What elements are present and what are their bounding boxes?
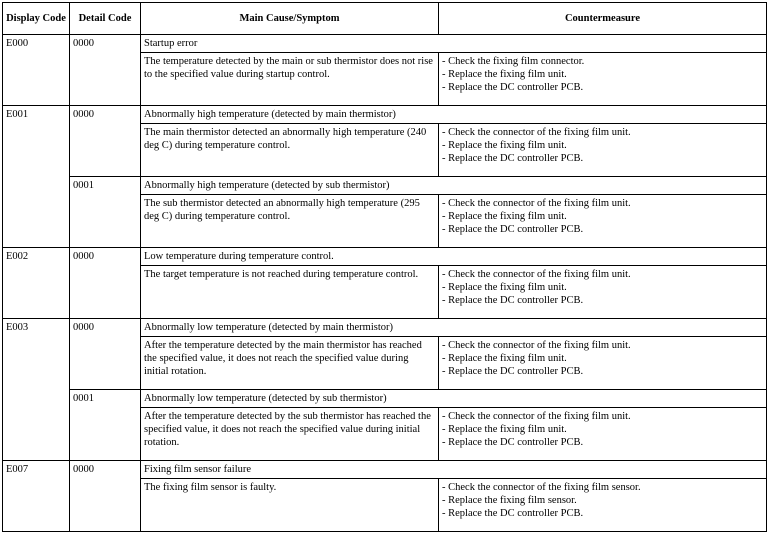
countermeasure-cell bbox=[439, 408, 767, 461]
cause-title-cell: Abnormally high temperature (detected by sub thermistor) bbox=[141, 177, 767, 195]
countermeasure-item: - Replace the fixing film unit. bbox=[442, 69, 567, 80]
countermeasure-item: - Check the connector of the fixing film unit. bbox=[442, 198, 631, 209]
cause-description-cell: The temperature detected by the main or sub thermistor does not rise to the specified value during startup control. bbox=[141, 53, 439, 106]
cause-description-cell: After the temperature detected by the sub thermistor has reached the specified value, it does not reach the specified value during initial rotation. bbox=[141, 408, 439, 461]
detail-code-cell: 0000 bbox=[70, 461, 141, 532]
display-code-cell: E003 bbox=[3, 319, 70, 461]
countermeasure-item: - Replace the fixing film unit. bbox=[442, 282, 567, 293]
detail-code-cell: 0001 bbox=[70, 390, 141, 461]
countermeasure-item: - Replace the DC controller PCB. bbox=[442, 295, 584, 306]
display-code-cell: E007 bbox=[3, 461, 70, 532]
countermeasure-item: - Check the fixing film connector. bbox=[442, 56, 585, 67]
countermeasure-item: - Replace the DC controller PCB. bbox=[442, 82, 584, 93]
header-detail-code: Detail Code bbox=[70, 3, 141, 35]
cause-title-cell: Abnormally low temperature (detected by sub thermistor) bbox=[141, 390, 767, 408]
display-code-cell: E001 bbox=[3, 106, 70, 248]
countermeasure-item: - Check the connector of the fixing film sensor. bbox=[442, 482, 641, 493]
cause-description-cell: The sub thermistor detected an abnormally high temperature (295 deg C) during temperature control. bbox=[141, 195, 439, 248]
countermeasure-item: - Check the connector of the fixing film unit. bbox=[442, 411, 631, 422]
table-row bbox=[3, 106, 767, 124]
countermeasure-item: - Replace the fixing film unit. bbox=[442, 211, 567, 222]
countermeasure-item: - Check the connector of the fixing film unit. bbox=[442, 127, 631, 138]
countermeasure-item: - Replace the fixing film unit. bbox=[442, 140, 567, 151]
cause-title-cell: Startup error bbox=[141, 35, 767, 53]
countermeasure-cell bbox=[439, 266, 767, 319]
cause-title-cell: Abnormally high temperature (detected by main thermistor) bbox=[141, 106, 767, 124]
cause-description-cell: The target temperature is not reached during temperature control. bbox=[141, 266, 439, 319]
table-row bbox=[3, 177, 767, 195]
header-display-code: Display Code bbox=[3, 3, 70, 35]
table-row bbox=[3, 319, 767, 337]
countermeasure-cell bbox=[439, 53, 767, 106]
detail-code-cell: 0000 bbox=[70, 319, 141, 390]
detail-code-cell: 0001 bbox=[70, 177, 141, 248]
cause-title-cell: Fixing film sensor failure bbox=[141, 461, 767, 479]
countermeasure-cell bbox=[439, 195, 767, 248]
countermeasure-item: - Check the connector of the fixing film unit. bbox=[442, 340, 631, 351]
countermeasure-item: - Replace the DC controller PCB. bbox=[442, 224, 584, 235]
display-code-cell: E000 bbox=[3, 35, 70, 106]
cause-description-cell: The fixing film sensor is faulty. bbox=[141, 479, 439, 532]
countermeasure-item: - Replace the fixing film unit. bbox=[442, 353, 567, 364]
detail-code-cell: 0000 bbox=[70, 248, 141, 319]
display-code-cell: E002 bbox=[3, 248, 70, 319]
countermeasure-item: - Check the connector of the fixing film unit. bbox=[442, 269, 631, 280]
detail-code-cell: 0000 bbox=[70, 35, 141, 106]
countermeasure-item: - Replace the DC controller PCB. bbox=[442, 437, 584, 448]
table-body bbox=[3, 35, 767, 532]
cause-title-cell: Abnormally low temperature (detected by main thermistor) bbox=[141, 319, 767, 337]
header-row bbox=[3, 3, 767, 35]
countermeasure-item: - Replace the fixing film sensor. bbox=[442, 495, 577, 506]
cause-title-cell: Low temperature during temperature control. bbox=[141, 248, 767, 266]
cause-description-cell: The main thermistor detected an abnormally high temperature (240 deg C) during temperature control. bbox=[141, 124, 439, 177]
countermeasure-item: - Replace the fixing film unit. bbox=[442, 424, 567, 435]
table-row bbox=[3, 35, 767, 53]
table-row bbox=[3, 390, 767, 408]
header-main-cause: Main Cause/Symptom bbox=[141, 3, 439, 35]
countermeasure-cell bbox=[439, 124, 767, 177]
countermeasure-item: - Replace the DC controller PCB. bbox=[442, 366, 584, 377]
countermeasure-item: - Replace the DC controller PCB. bbox=[442, 153, 584, 164]
error-code-table bbox=[2, 2, 767, 532]
countermeasure-cell bbox=[439, 479, 767, 532]
cause-description-cell: After the temperature detected by the main thermistor has reached the specified value, it does not reach the specified value during initial rotation. bbox=[141, 337, 439, 390]
detail-code-cell: 0000 bbox=[70, 106, 141, 177]
table-row bbox=[3, 248, 767, 266]
header-countermeasure: Countermeasure bbox=[439, 3, 767, 35]
countermeasure-item: - Replace the DC controller PCB. bbox=[442, 508, 584, 519]
countermeasure-cell bbox=[439, 337, 767, 390]
table-row bbox=[3, 461, 767, 479]
